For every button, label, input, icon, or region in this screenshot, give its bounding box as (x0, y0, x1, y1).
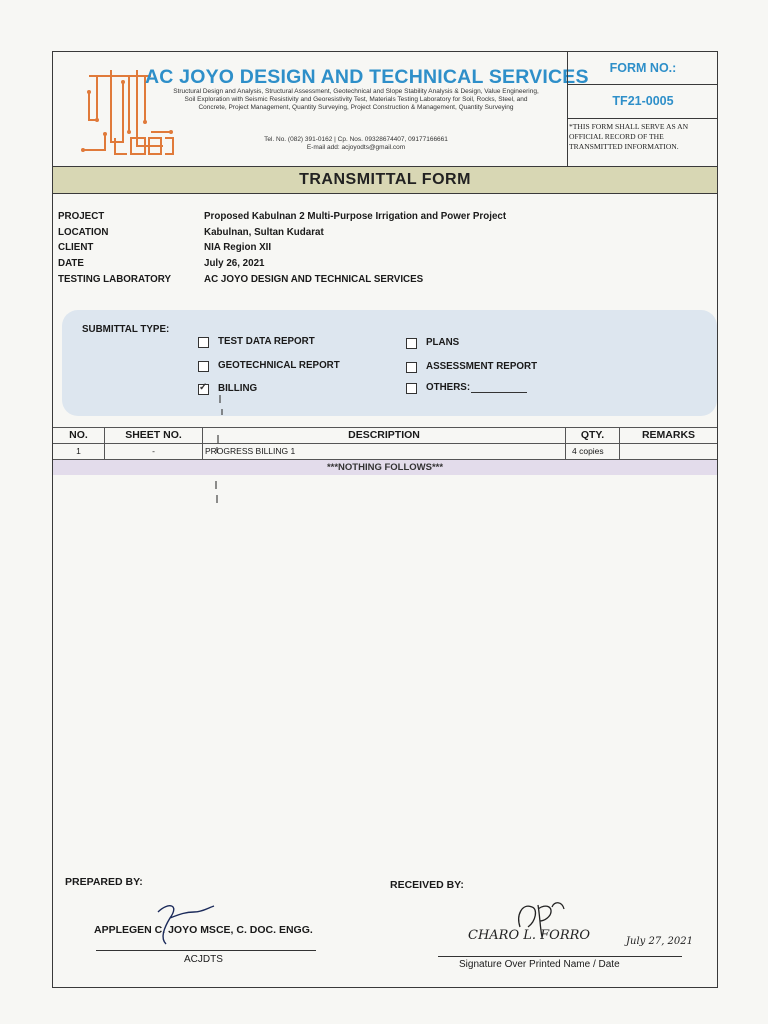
form-record-note: *THIS FORM SHALL SERVE AS AN OFFICIAL RECORD OF THE TRANSMITTED INFORMATION. (569, 122, 689, 151)
received-by-label: RECEIVED BY: (390, 879, 464, 891)
option-label: ASSESSMENT REPORT (426, 361, 538, 372)
info-key: DATE (58, 258, 84, 269)
submittal-type-panel (62, 310, 717, 416)
option-label (426, 382, 527, 393)
col-header-remarks: REMARKS (641, 429, 696, 441)
others-blank-line (471, 382, 527, 393)
nothing-follows: ***NOTHING FOLLOWS*** (53, 460, 717, 475)
company-services: Structural Design and Analysis, Structural Assessment, Geotechnical and Slope Stability Analysis & Design, Value Engineering, Soil Exploration with Seismic Resistivity and Georesistivity Test, Materials Testing Laboratory for Soil, Rocks, Steel, and Concrete, Project Management, Quantity Surveying, Project Construction & Management, Quantity Surveying (173, 88, 539, 111)
prepared-by-org: ACJDTS (184, 954, 223, 965)
col-header-qty: QTY. (566, 427, 620, 443)
received-caption: Signature Over Printed Name / Date (459, 959, 620, 970)
info-value: NIA Region XII (204, 242, 272, 253)
company-phone: Tel. No. (082) 391-0162 | Cp. Nos. 09328674407, 09177166661 (264, 136, 448, 143)
form-title: TRANSMITTAL FORM (53, 166, 717, 194)
info-value: Kabulnan, Sultan Kudarat (204, 227, 324, 238)
prepared-by-name: APPLEGEN C. JOYO MSCE, C. DOC. ENGG. (94, 924, 313, 936)
info-value: Proposed Kabulnan 2 Multi-Purpose Irrigation and Power Project (204, 211, 507, 222)
table-row (53, 444, 717, 459)
scan-artifact (210, 395, 230, 505)
company-name: AC JOYO DESIGN AND TECHNICAL SERVICES (145, 66, 589, 88)
info-value: July 26, 2021 (204, 258, 265, 269)
checkbox-assessment-report[interactable] (406, 362, 417, 373)
prepared-by-label: PREPARED BY: (65, 876, 143, 888)
option-label: PLANS (426, 337, 460, 348)
table-header-row (53, 427, 717, 443)
info-value: AC JOYO DESIGN AND TECHNICAL SERVICES (204, 274, 424, 285)
form-number-value: TF21-0005 (568, 84, 718, 119)
info-key: LOCATION (58, 227, 109, 238)
submittal-type-label: SUBMITTAL TYPE: (82, 324, 170, 335)
company-email: E-mail add: acjoyodts@gmail.com (306, 144, 406, 151)
prepared-signature-line (96, 950, 316, 951)
col-header-no: NO. (53, 427, 105, 443)
company-header (53, 52, 589, 166)
cell-description: PROGRESS BILLING 1 (203, 444, 566, 459)
cell-remarks (620, 444, 717, 459)
others-text: OTHERS: (426, 382, 471, 393)
received-handwritten-name: CHARO L. FORRO (468, 928, 591, 943)
cell-qty: 4 copies (566, 444, 620, 459)
info-key: CLIENT (58, 242, 94, 253)
checkbox-geotechnical-report[interactable] (198, 361, 209, 372)
prepared-signature (150, 898, 220, 948)
info-key: TESTING LABORATORY (58, 274, 172, 285)
checkbox-others[interactable] (406, 383, 417, 394)
form-number-label: FORM NO.: (568, 52, 718, 85)
option-label: GEOTECHNICAL REPORT (218, 360, 340, 371)
form-number-box (567, 52, 718, 166)
cell-no: 1 (53, 444, 105, 459)
checkbox-test-data-report[interactable] (198, 337, 209, 348)
company-contact (171, 136, 541, 152)
col-header-description: DESCRIPTION (203, 427, 566, 443)
checkbox-plans[interactable] (406, 338, 417, 349)
option-label: TEST DATA REPORT (218, 336, 315, 347)
cell-sheet-no: - (105, 444, 203, 459)
checkbox-billing[interactable] (198, 384, 209, 395)
col-header-sheet-no: SHEET NO. (105, 427, 203, 443)
info-key: PROJECT (58, 211, 105, 222)
received-handwritten-date: July 27, 2021 (626, 936, 694, 947)
option-label: BILLING (218, 383, 258, 394)
received-signature-line (438, 956, 682, 957)
